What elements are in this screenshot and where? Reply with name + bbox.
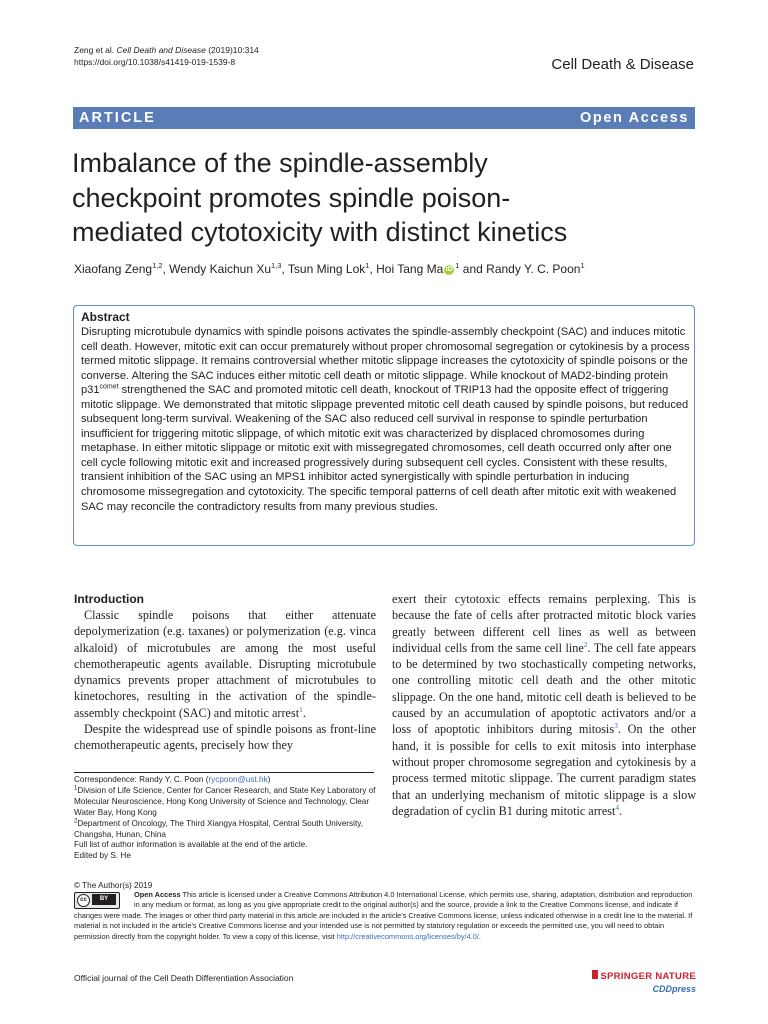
author-affiliation: 1,3	[271, 261, 282, 270]
left-column	[74, 591, 376, 754]
abstract-text-part: Disrupting microtubule dynamics with spindle poisons activates the spindle-assembly checkpoint (SAC) and induces mitotic cell death. However, mitotic exit can occur prematurely without proper chromosomal segregation or cytokinesis by a process termed mitotic slippage. It remains controversial whether mitotic slippage increases the cytotoxicity of spindle poisons or the converse. Altering the SAC induces either mitotic cell death or mitotic slippage. While knockout of MAD2-binding protein p31	[81, 326, 690, 397]
author-separator: ,	[162, 262, 170, 276]
license-text	[74, 911, 692, 941]
author-name[interactable]: Tsun Ming Lok	[287, 262, 366, 276]
title-line: Imbalance of the spindle-assembly	[72, 148, 488, 178]
publisher-logo	[592, 966, 696, 994]
paragraph-text: . The cell fate appears to be determined by two stochastically competing networks, one controlling mitotic cell death and the other mitotic slippage. On the one hand, mitotic cell death is believed to be caused by an accumulation of apoptotic activators and/or a loss of apoptotic inhibitors during mitosis	[392, 640, 696, 737]
author-separator: and	[459, 262, 487, 276]
author-affiliation: 1,2	[152, 261, 163, 270]
creative-commons-badge-icon[interactable]	[74, 892, 120, 909]
license-text-part: .	[478, 931, 481, 941]
doi-link[interactable]: https://doi.org/10.1038/s41419-019-1539-8	[74, 57, 236, 67]
license-line	[74, 890, 696, 900]
article-banner	[73, 107, 695, 129]
introduction-heading: Introduction	[74, 592, 144, 606]
citation	[74, 44, 259, 68]
publisher-name: SPRINGER NATURE	[600, 971, 696, 982]
paragraph-text: .	[302, 705, 306, 720]
title-line: mediated cytotoxicity with distinct kinetics	[72, 217, 568, 247]
author-separator: ,	[281, 262, 288, 276]
author-name[interactable]: Randy Y. C. Poon	[486, 262, 581, 276]
footnote-divider	[74, 772, 374, 773]
intro-paragraph-2-continued	[392, 591, 696, 819]
author-affiliation: 1	[455, 261, 460, 270]
email-link[interactable]: rycpoon@ust.hk	[208, 775, 268, 784]
license-text: This article is licensed under a Creative Commons Attribution 4.0 International License, which permits use, sharing, adaptation, distribution and reproduction	[180, 890, 693, 899]
reference-link[interactable]: 1	[299, 704, 303, 714]
footer-journal-note: Official journal of the Cell Death Differentiation Association	[74, 973, 294, 983]
edited-by-note: Edited by S. He	[74, 851, 131, 861]
article-type-label: ARTICLE	[79, 110, 156, 126]
abstract-superscript: comet	[99, 383, 119, 391]
license-block	[74, 890, 696, 942]
paragraph-text: . On the other hand, it is possible for cells to exit mitosis into interphase without proper chromosome segregation and cytokinesis by a process termed mitotic slippage. The current paradigm states that an underlying mechanism of mitotic slippage is a slow degradation of cyclin B1 during mitotic arrest	[392, 722, 697, 818]
reference-link[interactable]: 3	[614, 721, 618, 731]
reference-link[interactable]: 4	[615, 802, 620, 812]
paragraph-text: .	[619, 803, 623, 818]
abstract-heading: Abstract	[81, 310, 130, 324]
note-text: Division of Life Science, Center for Cancer Research, and State Key Laboratory of Molecular Neuroscience, Hong Kong University of Science and Technology, Clear Water Bay, Hong Kong	[74, 785, 376, 817]
author-separator: ,	[369, 262, 377, 276]
right-column	[392, 591, 696, 819]
author-affiliation: 1	[580, 261, 585, 270]
author-name[interactable]: Xiaofang Zeng	[74, 262, 153, 276]
author-name[interactable]: Wendy Kaichun Xu	[169, 262, 272, 276]
full-list-note: Full list of author information is available at the end of the article.	[74, 840, 308, 850]
note-text: Correspondence: Randy Y. C. Poon (	[74, 775, 209, 784]
note-text: )	[267, 775, 271, 784]
abstract-text-part: strengthened the SAC and promoted mitotic cell death, knockout of TRIP13 had the opposite effect of triggering mitotic slippage. We demonstrated that mitotic slippage prevented mitotic cell death caused by spindle poisons, but reduced subsequent long-term survival. Weakening of the SAC also reduced cell survival in response to spindle perturbation insufficient for triggering mitotic slippage, of which mitotic exit was characterized by displaced chromosomes during metaphase. In either mitotic slippage or mitotic exit with missegregated chromosomes, cell death occurred only after one cell cycle following mitotic exit and increased progressively during subsequent cell cycles. Consistent with these results, transient inhibition of the SAC using an MPS1 inhibitor acted synergistically with spindle perturbation in inducing chromosome missegregation and cytotoxicity. The specific temporal patterns of cell death after mitotic exit with weakened SAC may reconcile the contradictory results from many previous studies.	[81, 384, 689, 513]
citation-authors: Zeng et al.	[74, 45, 117, 55]
intro-paragraph-2	[74, 721, 376, 754]
license-text-part: changes were made. The images or other third party material in this article are included in the article's Creative Commons license, unless indicated otherwise in a credit line to the material. If material is not included in the article's Creative Commons license and your intended use is not permitted by statutory regulation or exceeds the permitted use, you will need to obtain permission directly from the copyright holder. To view a copy of this license, visit	[74, 910, 693, 941]
by-icon: BY	[92, 894, 116, 905]
springer-nature-icon	[592, 970, 598, 979]
author-affiliation: 1	[365, 261, 370, 270]
reference-link[interactable]: 2	[583, 639, 588, 649]
citation-volume: (2019)10:314	[205, 45, 259, 55]
citation-journal: Cell Death and Disease	[116, 45, 206, 55]
abstract-text	[81, 325, 690, 514]
open-access-bold: Open Access	[134, 890, 181, 899]
intro-paragraph-1	[74, 607, 376, 721]
footnotes	[74, 775, 376, 862]
journal-name: Cell Death & Disease	[551, 56, 694, 73]
author-list	[74, 258, 694, 277]
license-line: in any medium or format, as long as you give appropriate credit to the original author(s) and the source, provide a link to the Creative Commons license, and indicate if	[134, 900, 678, 910]
abstract-box	[73, 305, 695, 546]
affiliation-number: 2	[74, 817, 78, 824]
author-name[interactable]: Hoi Tang Ma	[376, 262, 444, 276]
paragraph-text: Classic spindle poisons that either attenuate depolymerization (e.g. taxanes) or polymerization (e.g. vinca alkaloid) of microtubules are among the most useful chemotherapeutic agents available. Disrupting microtubule dynamics prevents proper attachment of microtubules to kinetochores, resulting in the activation of the spindle-assembly checkpoint (SAC) and mitotic arrest	[74, 608, 376, 720]
note-text: Department of Oncology, The Third Xiangya Hospital, Central South University, Changsha, Hunan, China	[74, 818, 363, 839]
correspondence-note	[74, 775, 376, 786]
article-title	[72, 146, 702, 250]
copyright-line: © The Author(s) 2019	[74, 881, 153, 890]
license-url-link[interactable]: http://creativecommons.org/licenses/by/4.0/	[336, 931, 479, 941]
open-access-label: Open Access	[580, 110, 689, 126]
affiliation-number: 1	[74, 785, 78, 792]
paragraph-text: exert their cytotoxic effects remains perplexing. This is because the fate of cells after protracted mitotic block varies greatly between different cell lines as well as between individual cells from the same cell line	[392, 592, 696, 655]
affiliation-2	[74, 819, 376, 841]
press-name: CDDpress	[652, 984, 696, 994]
cc-icon: cc	[77, 894, 90, 907]
affiliation-1	[74, 786, 376, 819]
title-line: checkpoint promotes spindle poison-	[72, 182, 511, 213]
paragraph-text: Despite the widespread use of spindle poisons as front-line chemotherapeutic agents, precisely how they	[74, 722, 376, 753]
orcid-icon[interactable]: iD	[445, 265, 453, 273]
